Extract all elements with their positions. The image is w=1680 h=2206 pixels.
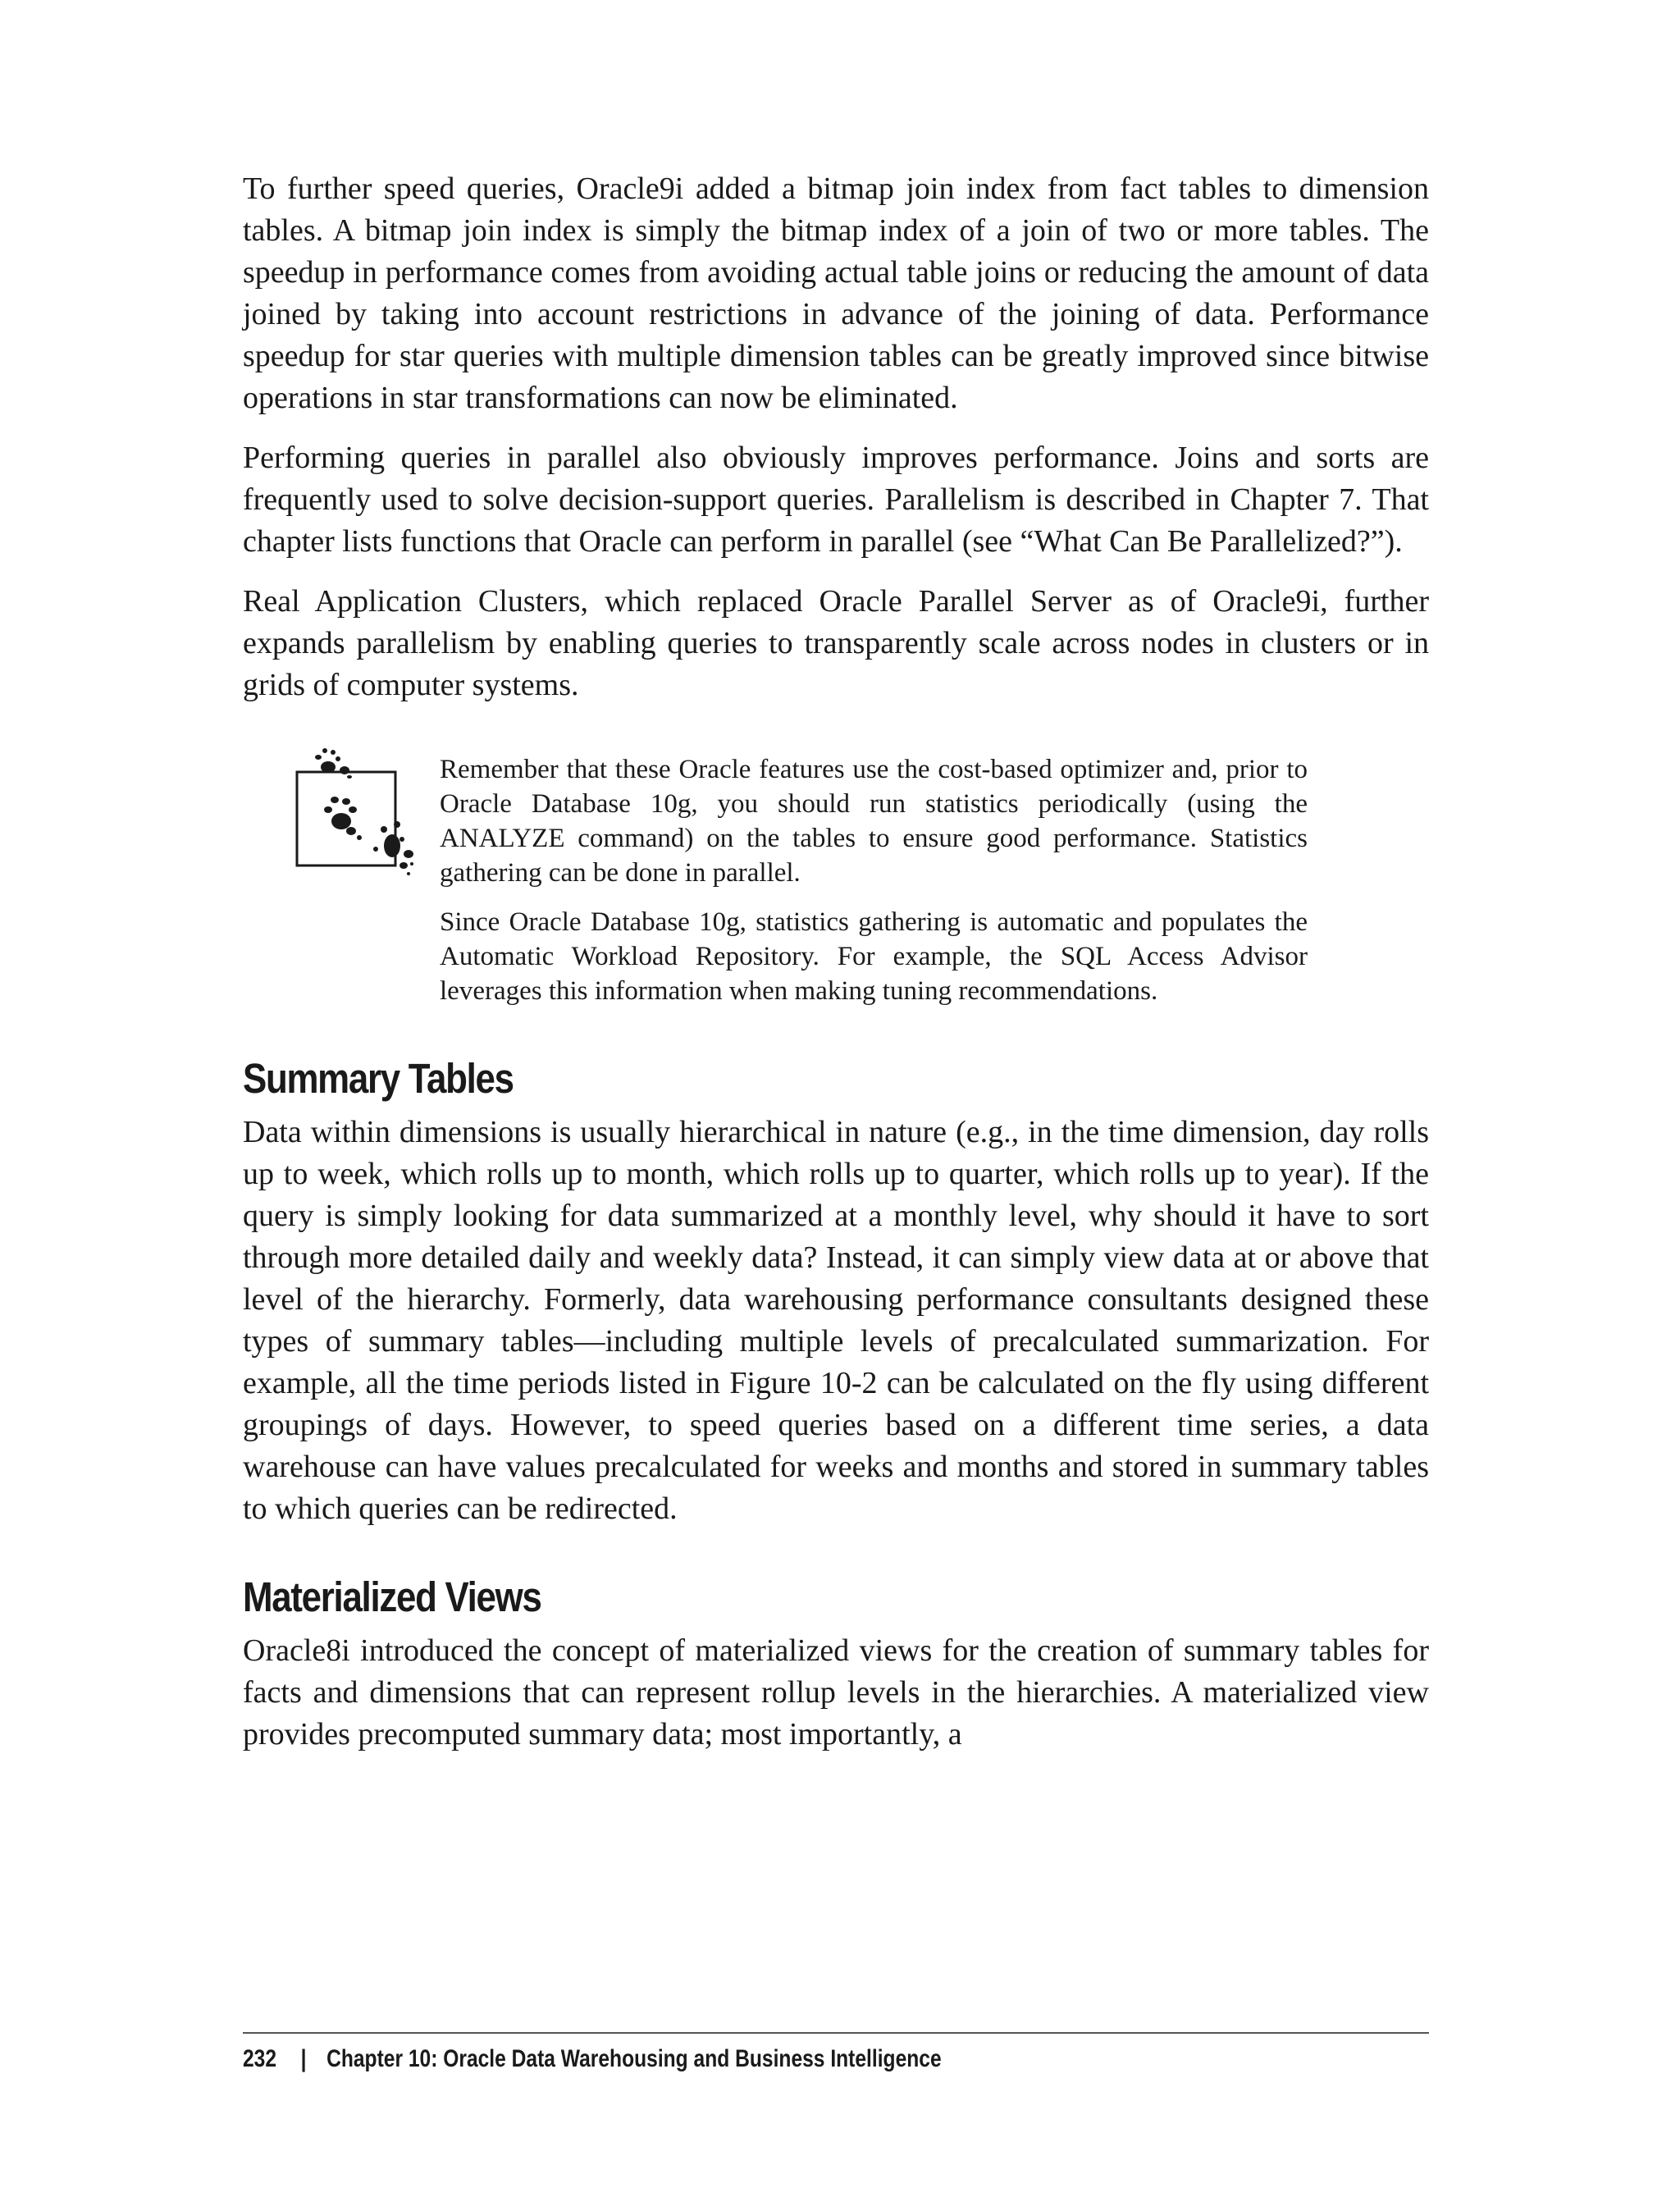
heading-summary-tables: Summary Tables xyxy=(243,1055,514,1102)
tip-note-text xyxy=(440,752,1308,1023)
paragraph-summary-tables: Data within dimensions is usually hierarchical in nature (e.g., in the time dimension, day rolls up to week, which rolls up to month, which rolls up to quarter, which rolls up to year). If the query is simply looking for data summarized at a monthly level, why should it have to sort through more detailed daily and weekly data? Instead, it can simply view data at or above that level of the hierarchy. Formerly, data warehousing performance consultants designed these types of summary tables—including multiple levels of precalculated summarization. For example, all the time periods listed in Figure 10-2 can be calculated on the fly using different groupings of days. However, to speed queries based on a different time series, a data warehouse can have values precalculated for weeks and months and stored in summary tables to which queries can be redirected. xyxy=(243,1115,1429,1526)
tip-paragraph-cost-based-optimizer: Remember that these Oracle features use the cost-based optimizer and, prior to Oracle Database 10g, you should run statistics periodically (using the ANALYZE command) on the tables to ensure good performance. Statistics gathering can be done in parallel. xyxy=(440,755,1308,888)
paragraph-real-application-clusters: Real Application Clusters, which replaced Oracle Parallel Server as of Oracle9i, further expands parallelism by enabling queries to transparently scale across nodes in clusters or in grids of computer systems. xyxy=(243,584,1429,702)
tip-note xyxy=(243,741,1429,1033)
page-footer xyxy=(243,2032,1429,2073)
footer-rule xyxy=(243,2032,1429,2034)
paragraph-materialized-views: Oracle8i introduced the concept of materialized views for the creation of summary tables for facts and dimensions that can represent rollup levels in the hierarchies. A materialized view provides precomputed summary data; most importantly, a xyxy=(243,1633,1429,1752)
paragraph-bitmap-join-index: To further speed queries, Oracle9i added a bitmap join index from fact tables to dimension tables. A bitmap join index is simply the bitmap index of a join of two or more tables. The speedup in performance comes from avoiding actual table joins or reducing the amount of data joined by taking into account restrictions in advance of the joining of data. Performance speedup for star queries with multiple dimension tables can be greatly improved since bitwise operations in star transformations can now be eliminated. xyxy=(243,171,1429,415)
footer-row xyxy=(243,2045,1216,2073)
footer-separator: | xyxy=(300,2045,307,2072)
chapter-title: Chapter 10: Oracle Data Warehousing and Business Intelligence xyxy=(326,2045,942,2072)
page-number: 232 xyxy=(243,2045,277,2072)
page-content xyxy=(243,168,1429,1774)
paragraph-parallel-queries: Performing queries in parallel also obviously improves performance. Joins and sorts are frequently used to solve decision-support queries. Parallelism is described in Chapter 7. That chapter lists functions that Oracle can perform in parallel (see “What Can Be Parallelized?”). xyxy=(243,441,1429,559)
heading-materialized-views: Materialized Views xyxy=(243,1573,541,1620)
tip-paragraph-statistics-gathering: Since Oracle Database 10g, statistics gathering is automatic and populates the Automatic Workload Repository. For example, the SQL Access Advisor leverages this information when making tuning recommendations. xyxy=(440,907,1308,1006)
paw-prints-icon xyxy=(294,741,417,905)
